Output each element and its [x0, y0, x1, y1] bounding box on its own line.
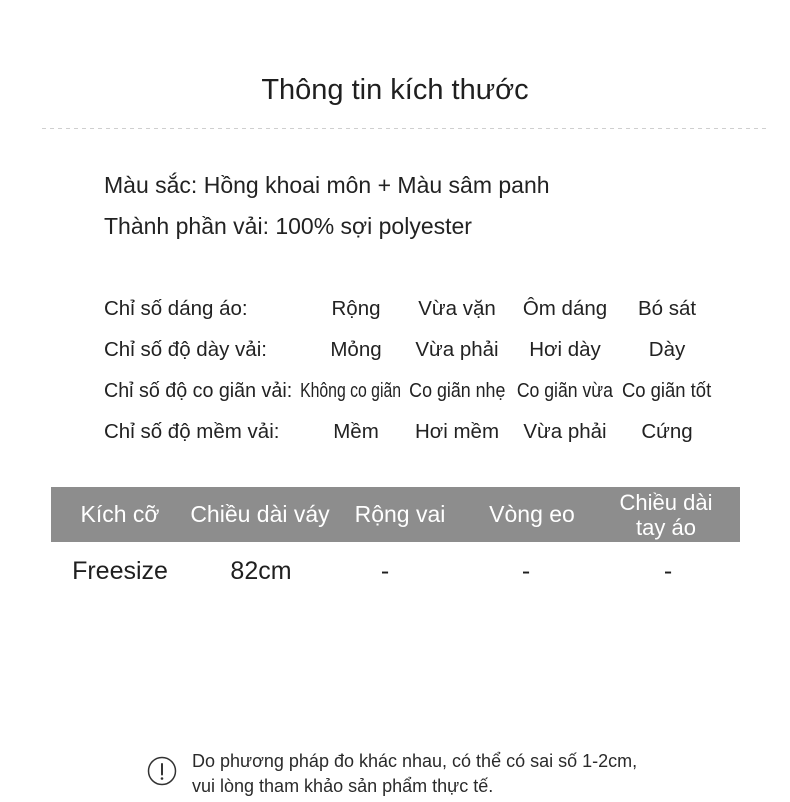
- page-title: Thông tin kích thước: [261, 74, 529, 106]
- fabric-info: Thành phần vải: 100% sợi polyester: [104, 213, 472, 239]
- dashed-divider: [42, 128, 766, 129]
- stretch-option-label: Co giãn nhẹ: [408, 379, 506, 402]
- thickness-option-label: Mỏng: [330, 338, 382, 361]
- header-waist: Vòng eo: [489, 501, 575, 527]
- header-dress-length: Chiều dài váy: [190, 501, 330, 527]
- fit-option-label: Rộng: [331, 297, 381, 320]
- thickness-option: [597, 336, 737, 364]
- note-line: vui lòng tham khảo sản phẩm thực tế.: [192, 776, 494, 796]
- exclamation-circle-icon: [147, 756, 177, 786]
- stretch-rating-label: Chỉ số độ co giãn vải:: [104, 379, 293, 402]
- header-sleeve-length: Chiều dài tay áo: [619, 489, 713, 540]
- header-shoulder-width: Rộng vai: [354, 501, 446, 527]
- softness-option: [597, 418, 737, 446]
- stretch-option-label: Co giãn tốt: [622, 379, 712, 402]
- thickness-option-label: Vừa phải: [415, 338, 499, 361]
- cell-shoulder-width: -: [380, 557, 390, 585]
- thickness-option-label: Hơi dày: [529, 338, 601, 361]
- stretch-option: [597, 377, 737, 405]
- softness-option-label: Cứng: [641, 420, 693, 443]
- color-info: Màu sắc: Hồng khoai môn + Màu sâm panh: [104, 172, 550, 198]
- stretch-rating-row: [0, 377, 790, 405]
- fit-rating-label: Chỉ số dáng áo:: [104, 297, 248, 320]
- thickness-option-label: Dày: [648, 338, 686, 361]
- cell-waist: -: [521, 557, 531, 585]
- softness-rating-label: Chỉ số độ mềm vải:: [104, 420, 280, 443]
- fit-rating-row: [0, 295, 790, 323]
- fit-option-label: Vừa vặn: [418, 297, 496, 320]
- cell-sleeve-length: -: [663, 557, 673, 585]
- measurement-note: [192, 749, 637, 799]
- stretch-option-label: Co giãn vừa: [516, 379, 614, 402]
- fit-option-label: Bó sát: [637, 297, 697, 320]
- cell-size: Freesize: [72, 557, 168, 585]
- thickness-rating-row: [0, 336, 790, 364]
- softness-rating-row: [0, 418, 790, 446]
- thickness-rating-label: Chỉ số độ dày vải:: [104, 338, 267, 361]
- note-line: Do phương pháp đo khác nhau, có thể có sai số 1-2cm,: [192, 751, 638, 771]
- softness-option-label: Mềm: [333, 420, 379, 443]
- cell-dress-length: 82cm: [230, 557, 292, 585]
- softness-option-label: Vừa phải: [523, 420, 607, 443]
- stretch-option-label: Không co giãn: [300, 379, 402, 402]
- fit-option: [597, 295, 737, 323]
- header-size: Kích cỡ: [80, 501, 160, 527]
- fit-option-label: Ôm dáng: [522, 297, 608, 320]
- softness-option-label: Hơi mềm: [414, 420, 500, 443]
